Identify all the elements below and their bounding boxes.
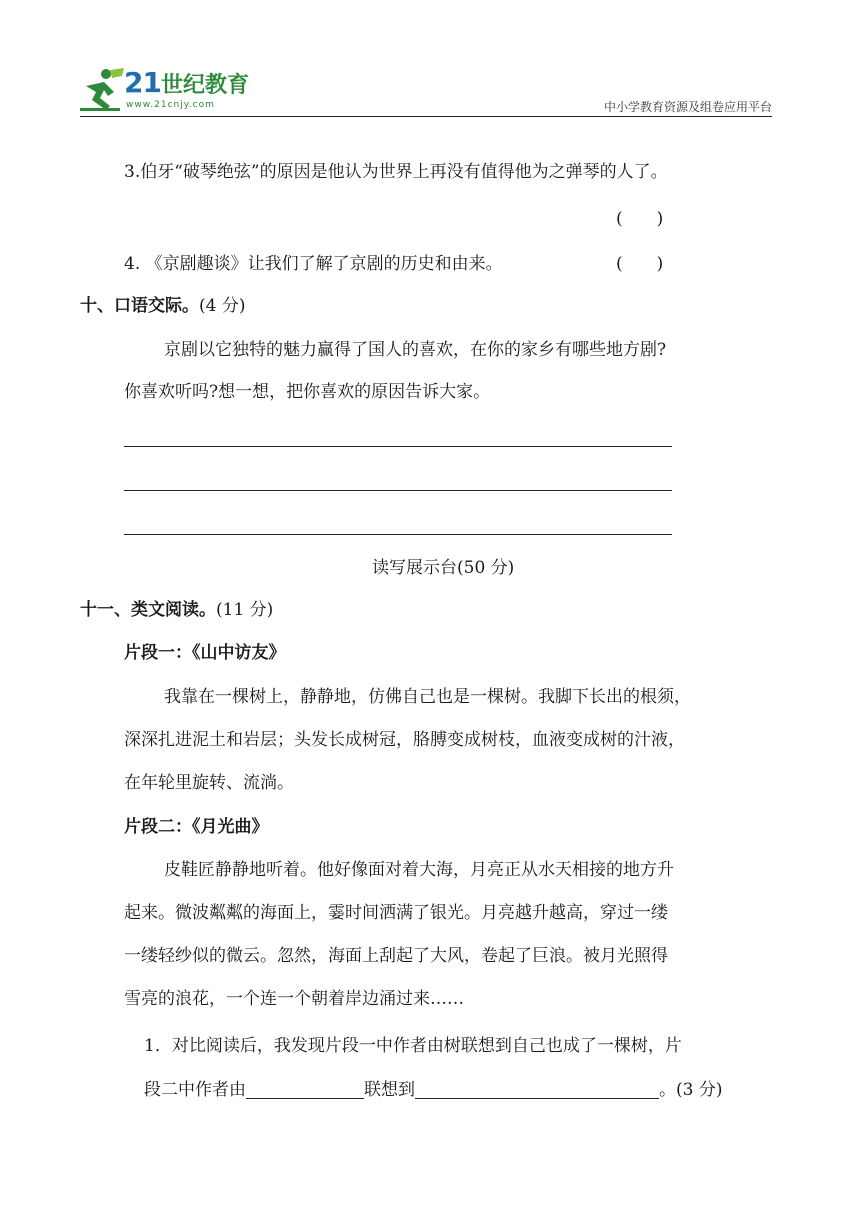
fragment2-title: 片段二：《月光曲》 [124,817,269,837]
fragment2-line1: 皮鞋匠静静地听着。他好像面对着大海，月亮正从水天相接的地方升 [164,860,674,880]
answer-line-2 [124,490,672,491]
answer-line-1 [124,446,672,447]
q11-title: 十一、类文阅读。 [80,600,216,620]
fragment1-line2: 深深扎进泥土和岩层；头发长成树冠，胳膊变成树枝，血液变成树的汁液， [124,730,685,750]
q10-prompt-line1: 京剧以它独特的魅力赢得了国人的喜欢，在你的家乡有哪些地方剧? [164,340,667,360]
fragment2-line3: 一缕轻纱似的微云。忽然，海面上刮起了大风，卷起了巨浪。被月光照得 [124,946,668,966]
fragment1-line1: 我靠在一棵树上，静静地，仿佛自己也是一棵树。我脚下长出的根须， [164,687,691,707]
fragment1-line3: 在年轮里旋转、流淌。 [124,773,294,793]
logo-cn: 世纪教育 [160,73,249,98]
fill-blank-1[interactable] [246,1080,364,1099]
q11-heading [80,602,273,619]
fragment2-line4: 雪亮的浪花，一个连一个朝着岸边涌过来…… [124,989,464,1009]
q10-title: 十、口语交际。 [80,296,199,316]
q9-item4: 4. 《京剧趣谈》让我们了解了京剧的历史和由来。 [124,254,503,274]
q10-score: (4 分) [199,296,246,316]
sub-question1-text-a: 段二中作者由 [144,1080,246,1100]
q10-prompt-line2: 你喜欢听吗?想一想，把你喜欢的原因告诉大家。 [124,382,491,402]
fragment1-title: 片段一：《山中访友》 [124,643,286,663]
q9-item3-answer-paren: ( ) [616,209,664,229]
platform-label: 中小学教育资源及组卷应用平台 [603,100,772,114]
section-title: 读写展示台(50 分) [372,558,515,578]
q11-score: (11 分) [216,600,274,620]
fill-blank-2[interactable] [415,1080,659,1099]
logo-url: www.21cnjy.com [126,100,215,110]
sub-question1-text-c: 。(3 分) [659,1080,723,1100]
logo-number: 21 [124,66,161,99]
logo [80,66,250,116]
runner-icon [80,66,126,114]
sub-question1-line2 [144,1080,722,1099]
sub-question1-text-b: 联想到 [364,1080,415,1100]
header-divider [80,116,772,117]
sub-question1-line1: 1．对比阅读后，我发现片段一中作者由树联想到自己也成了一棵树，片 [144,1036,682,1056]
fragment2-line2: 起来。微波粼粼的海面上，霎时间洒满了银光。月亮越升越高，穿过一缕 [124,903,668,923]
q9-item3: 3.伯牙“破琴绝弦”的原因是他认为世界上再没有值得他为之弹琴的人了。 [124,162,668,182]
answer-line-3 [124,534,672,535]
q9-item4-answer-paren: ( ) [616,254,664,274]
logo-text [124,66,249,99]
q10-heading [80,298,245,315]
